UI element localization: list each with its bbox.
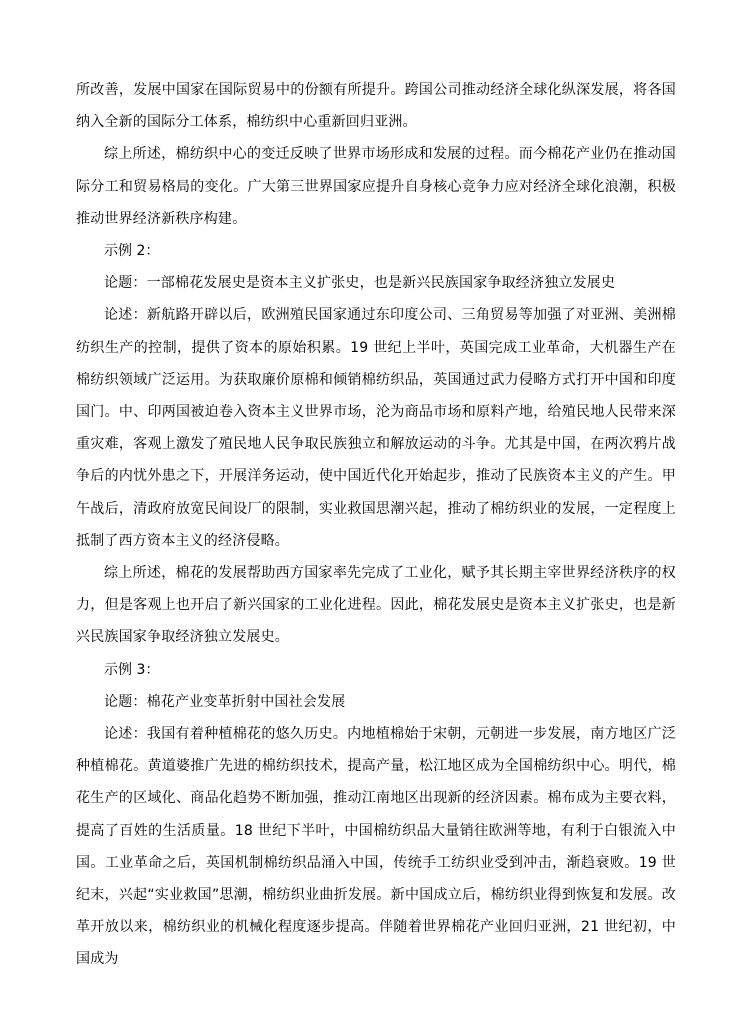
example-2-argument: 论述：新航路开辟以后，欧洲殖民国家通过东印度公司、三角贸易等加强了对亚洲、美洲棉纺织生产的控制，提供了资本的原始积累。19 世纪上半叶，英国完成工业革命，大机器生产在棉纺织领域广泛运用。为获取廉价原棉和倾销棉纺织品，英国通过武力侵略方式打开中国和印度国门。中、印两国被迫卷入资本主义世界市场，沦为商品市场和原料产地，给殖民地人民带来深重灾难，客观上激发了殖民地人民争取民族独立和解放运动的斗争。尤其是中国，在两次鸦片战争后的内忧外患之下，开展洋务运动，使中国近代化开始起步，推动了民族资本主义的产生。甲午战后，清政府放宽民间设厂的限制，实业救国思潮兴起，推动了棉纺织业的发展，一定程度上抵制了西方资本主义的经济侵略。 [76,307,676,549]
summary-paragraph-2: 综上所述，棉花的发展帮助西方国家率先完成了工业化，赋予其长期主宰世界经济秩序的权力，但是客观上也开启了新兴国家的工业化进程。因此，棉花发展史是资本主义扩张史，也是新兴民族国家争取经济独立发展史。 [76,565,676,646]
example-2-label: 示例 2： [104,243,160,260]
example-3-label: 示例 3： [104,661,160,678]
example-3-thesis: 论题：棉花产业变革折射中国社会发展 [104,693,346,710]
summary-paragraph-1: 综上所述，棉纺织中心的变迁反映了世界市场形成和发展的过程。而今棉花产业仍在推动国际分工和贸易格局的变化。广大第三世界国家应提升自身核心竞争力应对经济全球化浪潮，积极推动世界经济新秩序构建。 [76,146,676,227]
document-page [76,74,676,976]
example-2-thesis: 论题：一部棉花发展史是资本主义扩张史，也是新兴民族国家争取经济独立发展史 [104,275,616,292]
example-3-argument: 论述：我国有着种植棉花的悠久历史。内地植棉始于宋朝，元朝进一步发展，南方地区广泛种植棉花。黄道婆推广先进的棉纺织技术，提高产量，松江地区成为全国棉纺织中心。明代，棉花生产的区域化、商品化趋势不断加强，推动江南地区出现新的经济因素。棉布成为主要衣料，提高了百姓的生活质量。18 世纪下半叶，中国棉纺织品大量销往欧洲等地，有利于白银流入中国。工业革命之后，英国机制棉纺织品涌入中国，传统手工纺织业受到冲击，渐趋衰败。19 世纪末，兴起“实业救国”思潮，棉纺织业曲折发展。新中国成立后，棉纺织业得到恢复和发展。改革开放以来，棉纺织业的机械化程度逐步提高。伴随着世界棉花产业回归亚洲，21 世纪初，中国成为 [76,726,676,968]
continuation-paragraph: 所改善，发展中国家在国际贸易中的份额有所提升。跨国公司推动经济全球化纵深发展，将各国纳入全新的国际分工体系，棉纺织中心重新回归亚洲。 [76,82,676,131]
